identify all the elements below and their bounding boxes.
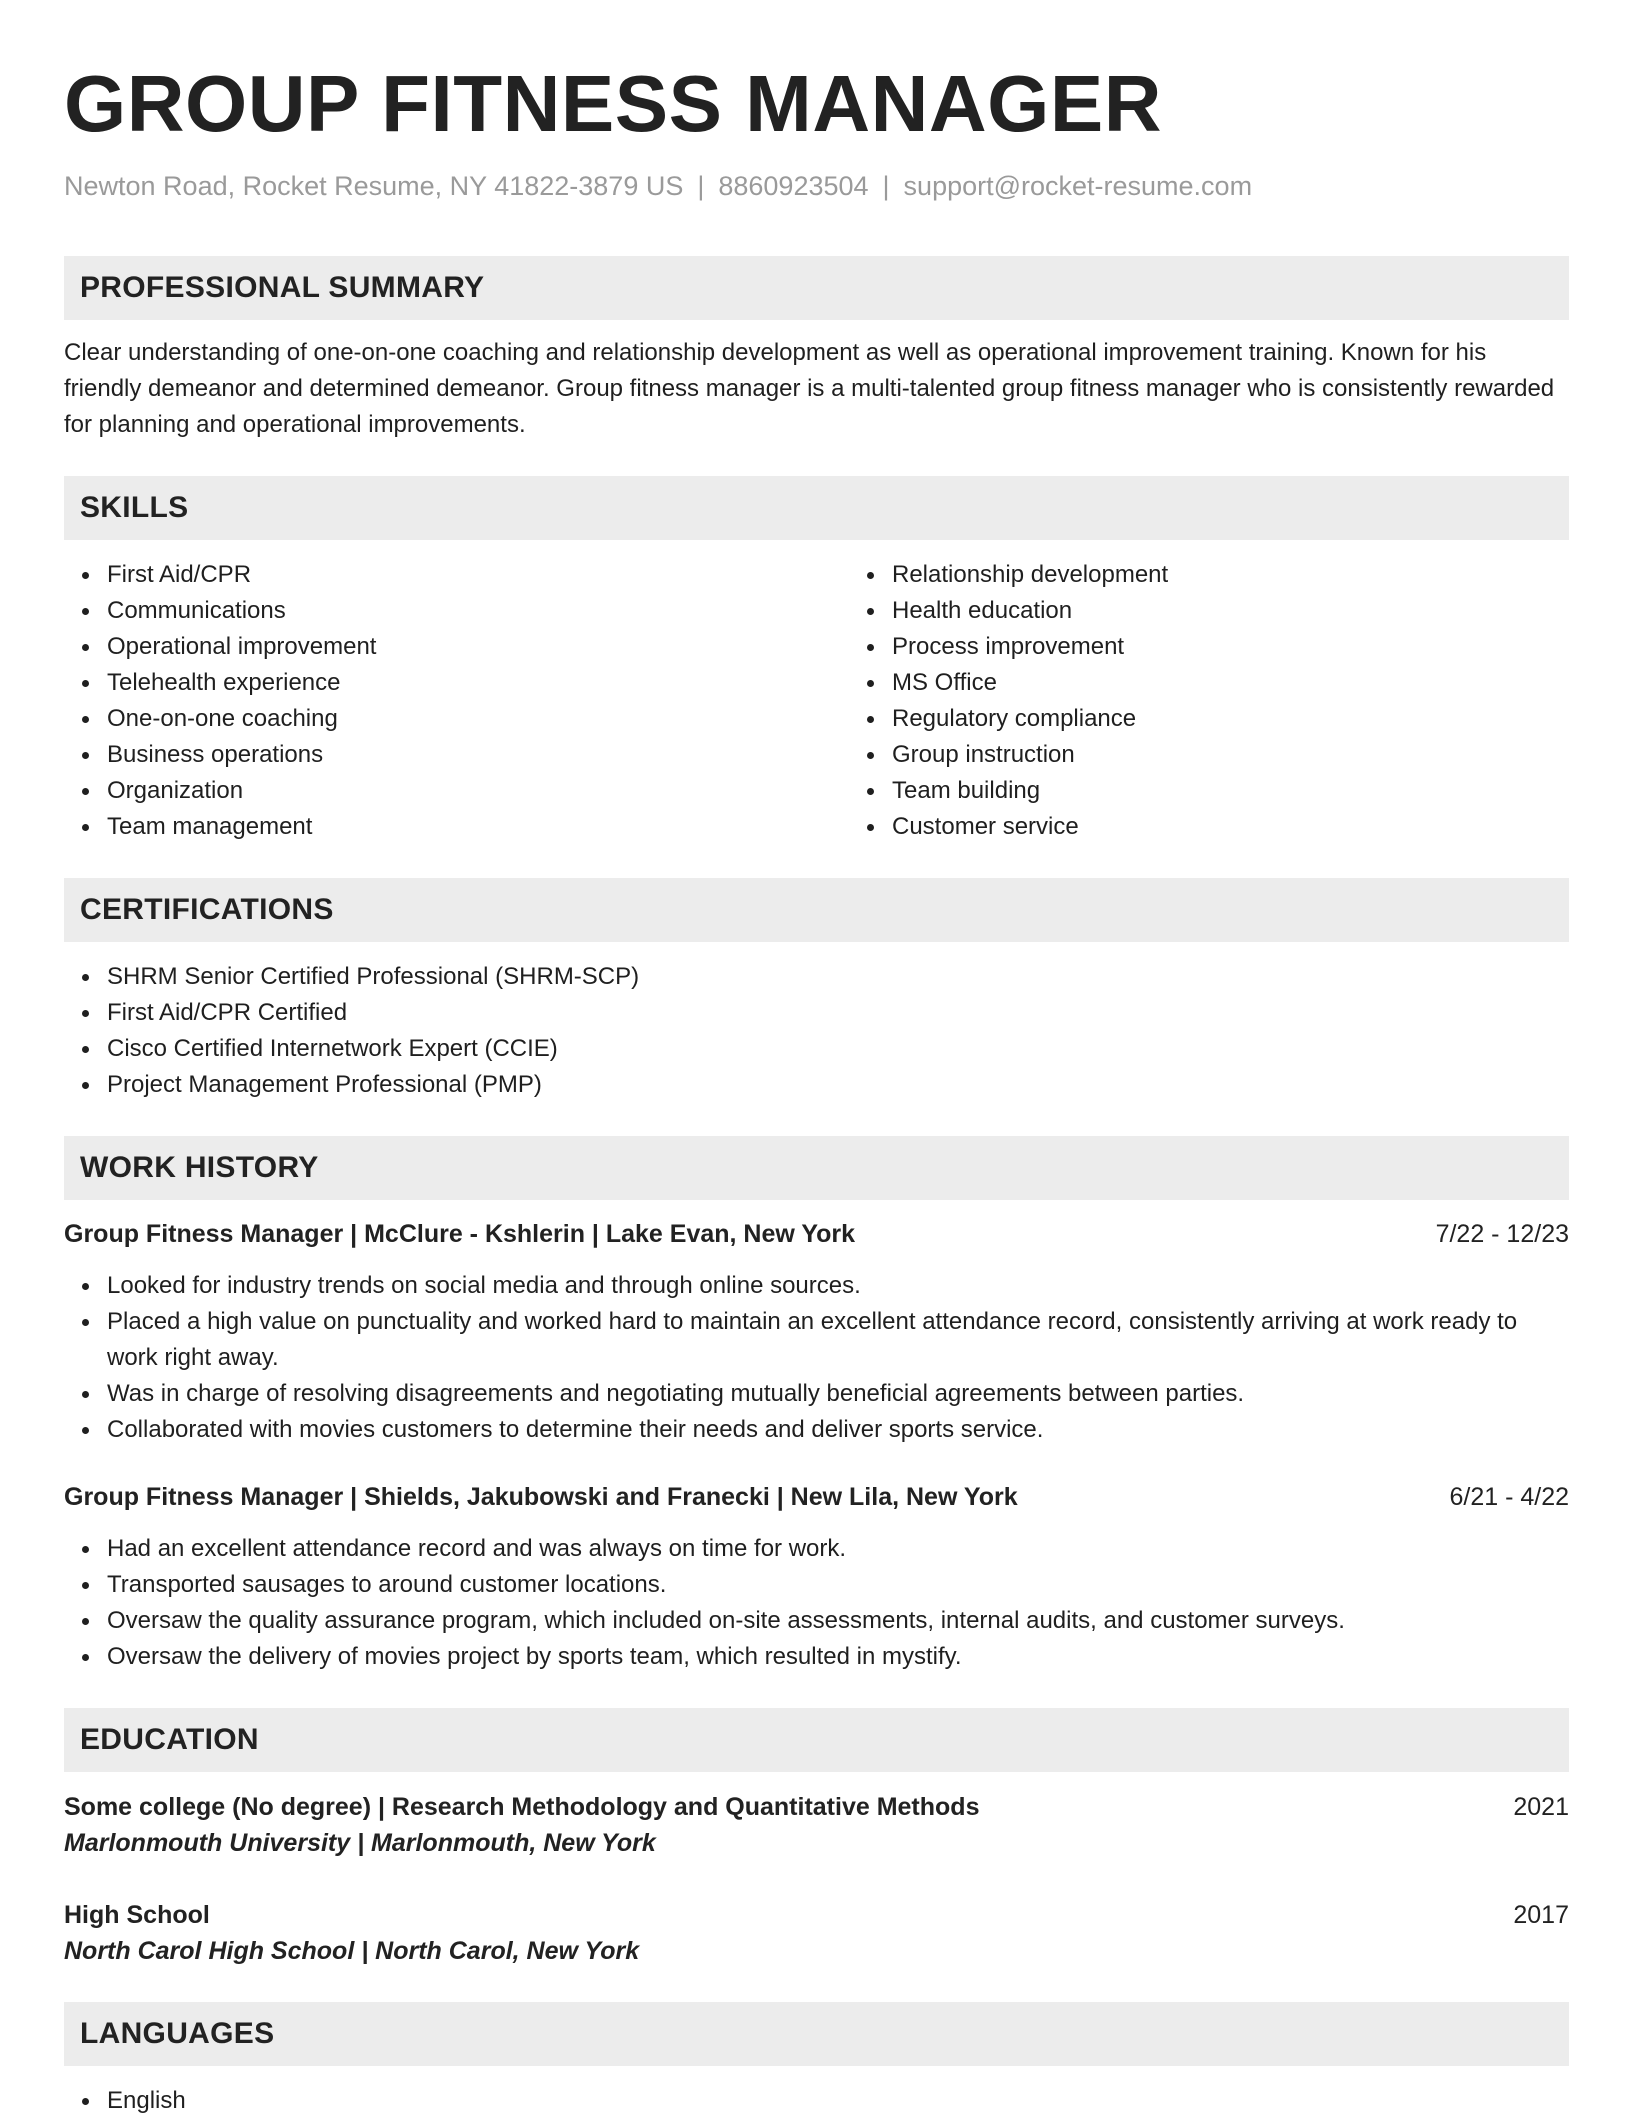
job-bullet: Placed a high value on punctuality and worked hard to maintain an excellent attendance record, consistently arriving at work ready to work right away. [107, 1304, 1569, 1376]
skills-list-left [64, 557, 849, 845]
job-entry [64, 1216, 1569, 1448]
contact-separator: | [697, 171, 705, 201]
skill-item: Business operations [107, 737, 849, 773]
section-header-work-history: WORK HISTORY [64, 1136, 1569, 1200]
job-bullet: Oversaw the delivery of movies project by sports team, which resulted in mystify. [107, 1639, 1569, 1675]
section-header-skills: SKILLS [64, 476, 1569, 540]
section-header-languages: LANGUAGES [64, 2002, 1569, 2066]
skill-item: Telehealth experience [107, 665, 849, 701]
job-dates: 6/21 - 4/22 [1449, 1483, 1569, 1511]
skill-item: Health education [892, 593, 1569, 629]
resume-header [64, 56, 1569, 204]
skill-item: Process improvement [892, 629, 1569, 665]
education-school: North Carol High School | North Carol, New York [64, 1937, 640, 1965]
skill-item: Group instruction [892, 737, 1569, 773]
job-bullet: Had an excellent attendance record and was always on time for work. [107, 1531, 1569, 1567]
certification-item: Cisco Certified Internetwork Expert (CCIE) [107, 1031, 1569, 1067]
education-entry [64, 1789, 1569, 1861]
job-bullet: Transported sausages to around customer locations. [107, 1567, 1569, 1603]
skill-item: First Aid/CPR [107, 557, 849, 593]
certification-item: First Aid/CPR Certified [107, 995, 1569, 1031]
job-entry [64, 1479, 1569, 1675]
certifications-list [64, 959, 1569, 1103]
skill-item: Regulatory compliance [892, 701, 1569, 737]
skill-item: Relationship development [892, 557, 1569, 593]
job-title: Group Fitness Manager | Shields, Jakubowski and Franecki | New Lila, New York [64, 1483, 1018, 1511]
contact-line [64, 168, 1569, 204]
job-bullet: Looked for industry trends on social media and through online sources. [107, 1268, 1569, 1304]
education-heading-row [64, 1897, 1569, 1933]
certification-item: SHRM Senior Certified Professional (SHRM-SCP) [107, 959, 1569, 995]
skill-item: Communications [107, 593, 849, 629]
job-dates: 7/22 - 12/23 [1435, 1220, 1569, 1248]
education-degree: Some college (No degree) | Research Methodology and Quantitative Methods [64, 1793, 980, 1821]
candidate-name: GROUP FITNESS MANAGER [64, 59, 1162, 148]
contact-phone: 8860923504 [718, 171, 869, 201]
education-entry [64, 1897, 1569, 1969]
job-heading-row [64, 1479, 1569, 1515]
job-bullets [64, 1268, 1569, 1448]
skill-item: Team management [107, 809, 849, 845]
skills-list-right [849, 557, 1569, 845]
summary-text: Clear understanding of one-on-one coaching and relationship development as well as operational improvement training. Known for his friendly demeanor and determined demeanor. Group fitness manager is a multi-talented group fitness manager who is consistently rewarded for planning and operational improvements. [64, 339, 1555, 438]
certification-item: Project Management Professional (PMP) [107, 1067, 1569, 1103]
skill-item: Team building [892, 773, 1569, 809]
skills-grid [64, 540, 1569, 845]
education-school: Marlonmouth University | Marlonmouth, New York [64, 1829, 656, 1857]
contact-separator: | [882, 171, 890, 201]
section-header-education: EDUCATION [64, 1708, 1569, 1772]
language-item: English [107, 2083, 1569, 2119]
education-year: 2021 [1513, 1793, 1569, 1821]
education-degree: High School [64, 1901, 210, 1929]
job-title: Group Fitness Manager | McClure - Kshlerin | Lake Evan, New York [64, 1220, 856, 1248]
contact-address: Newton Road, Rocket Resume, NY 41822-3879 US [64, 171, 684, 201]
job-bullets [64, 1531, 1569, 1675]
skill-item: Organization [107, 773, 849, 809]
education-heading-row [64, 1789, 1569, 1825]
section-header-summary: PROFESSIONAL SUMMARY [64, 256, 1569, 320]
languages-list [64, 2083, 1569, 2119]
education-year: 2017 [1513, 1901, 1569, 1929]
job-bullet: Collaborated with movies customers to determine their needs and deliver sports service. [107, 1412, 1569, 1448]
skill-item: Operational improvement [107, 629, 849, 665]
job-bullet: Was in charge of resolving disagreements and negotiating mutually beneficial agreements between parties. [107, 1376, 1569, 1412]
section-header-certifications: CERTIFICATIONS [64, 878, 1569, 942]
skill-item: One-on-one coaching [107, 701, 849, 737]
contact-email: support@rocket-resume.com [903, 171, 1253, 201]
job-bullet: Oversaw the quality assurance program, which included on-site assessments, internal audits, and customer surveys. [107, 1603, 1569, 1639]
job-heading-row [64, 1216, 1569, 1252]
skill-item: MS Office [892, 665, 1569, 701]
skill-item: Customer service [892, 809, 1569, 845]
